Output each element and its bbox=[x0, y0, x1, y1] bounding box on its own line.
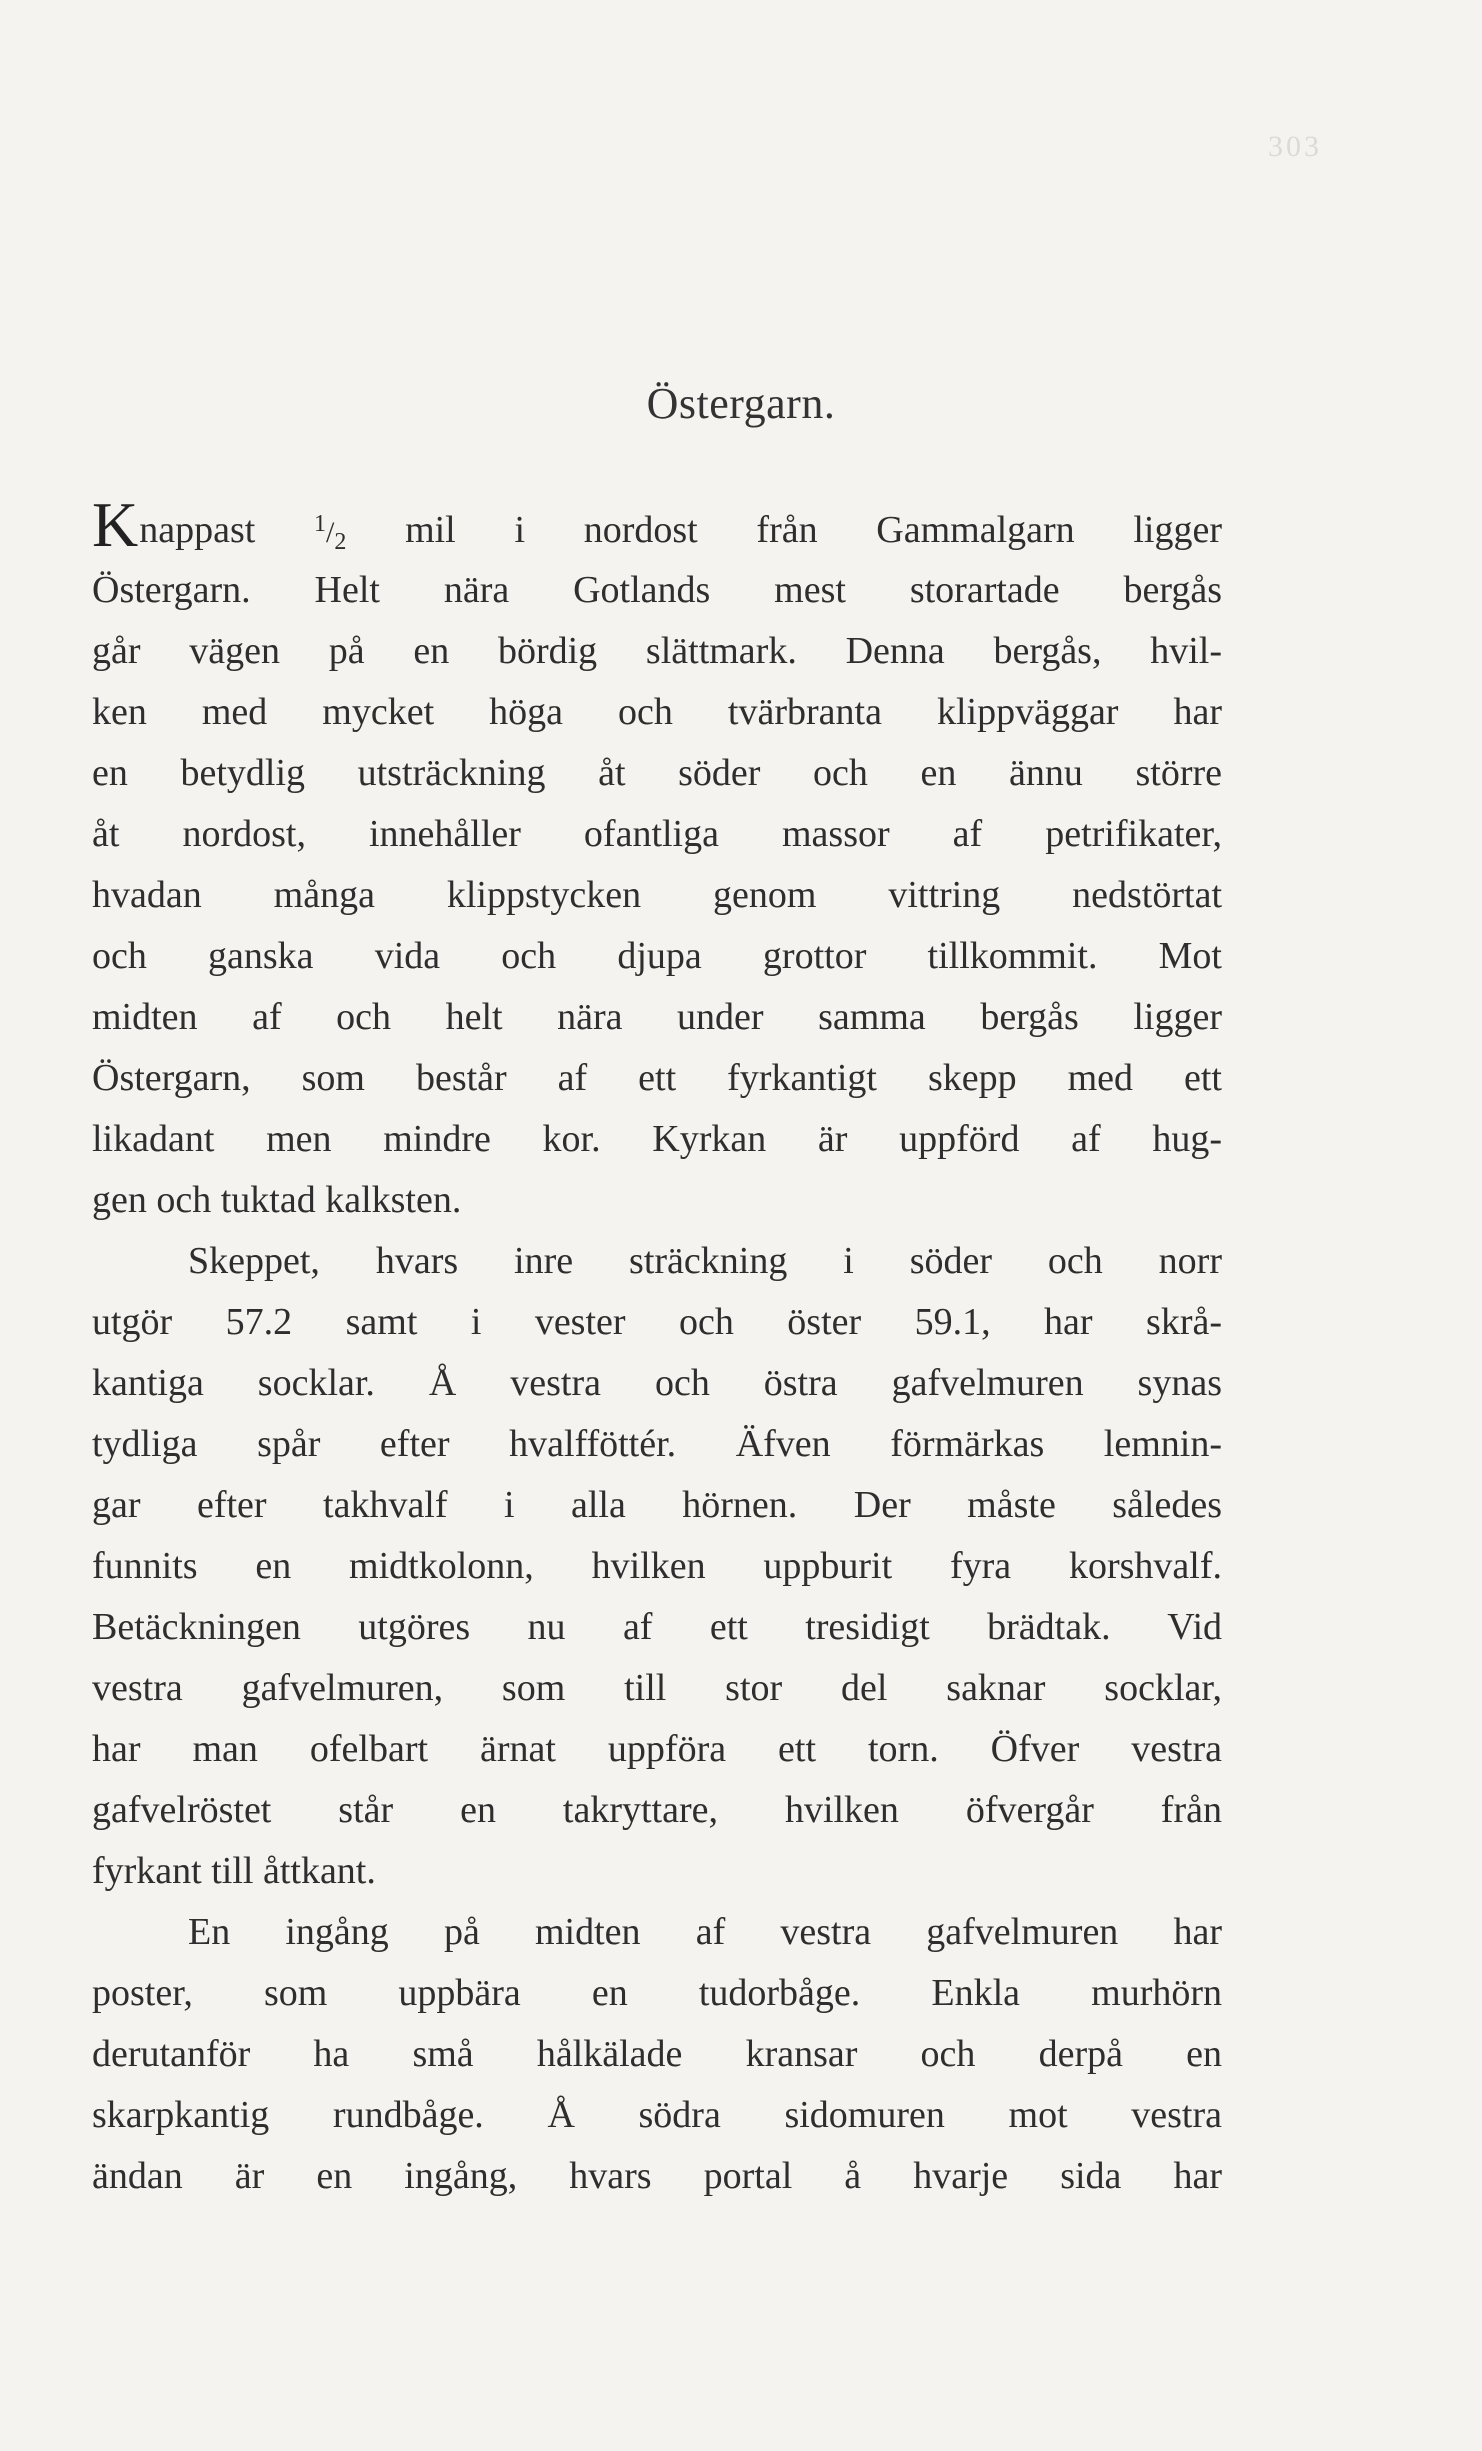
body-text bbox=[92, 488, 1222, 2207]
text-line: hvadan många klippstycken genom vittring nedstörtat bbox=[92, 874, 1222, 916]
text-line: poster, som uppbära en tudorbåge. Enkla murhörn bbox=[92, 1972, 1222, 2014]
text-line: derutanför ha små hålkälade kransar och derpå en bbox=[92, 2033, 1222, 2075]
text-line: En ingång på midten af vestra gafvelmuren har bbox=[188, 1911, 1222, 1953]
text-line: har man ofelbart ärnat uppföra ett torn. Öfver vestra bbox=[92, 1728, 1222, 1770]
page-title: Östergarn. bbox=[646, 379, 836, 428]
text-line: gen och tuktad kalksten. bbox=[92, 1179, 462, 1221]
fraction-numerator: 1 bbox=[314, 511, 327, 537]
text-line: gafvelröstet står en takryttare, hvilken öfvergår från bbox=[92, 1789, 1222, 1831]
text-line: en betydlig utsträckning åt söder och en ännu större bbox=[92, 752, 1222, 794]
faint-page-number: 303 bbox=[1268, 130, 1322, 163]
text-line: Östergarn, som består af ett fyrkantigt skepp med ett bbox=[92, 1057, 1222, 1099]
text-line-1 bbox=[92, 488, 1222, 560]
first-line-start: nappast bbox=[139, 509, 315, 551]
text-line: åt nordost, innehåller ofantliga massor af petrifikater, bbox=[92, 813, 1222, 855]
text-line: vestra gafvelmuren, som till stor del saknar socklar, bbox=[92, 1667, 1222, 1709]
text-line: kantiga socklar. Å vestra och östra gafvelmuren synas bbox=[92, 1362, 1222, 1404]
drop-cap: K bbox=[92, 489, 139, 560]
text-line: och ganska vida och djupa grottor tillkommit. Mot bbox=[92, 935, 1222, 977]
text-line: fyrkant till åttkant. bbox=[92, 1850, 376, 1892]
fraction-separator: / bbox=[326, 516, 335, 549]
text-line: utgör 57.2 samt i vester och öster 59.1, har skrå- bbox=[92, 1301, 1222, 1343]
text-line: Östergarn. Helt nära Gotlands mest storartade bergås bbox=[92, 569, 1222, 611]
text-line: ändan är en ingång, hvars portal å hvarje sida har bbox=[92, 2155, 1222, 2197]
text-line: funnits en midtkolonn, hvilken uppburit fyra korshvalf. bbox=[92, 1545, 1222, 1587]
text-line: tydliga spår efter hvalfföttér. Äfven förmärkas lemnin- bbox=[92, 1423, 1222, 1465]
text-line: Betäckningen utgöres nu af ett tresidigt brädtak. Vid bbox=[92, 1606, 1222, 1648]
text-line: Skeppet, hvars inre sträckning i söder och norr bbox=[188, 1240, 1222, 1282]
text-line: gar efter takhvalf i alla hörnen. Der måste således bbox=[92, 1484, 1222, 1526]
text-line: ken med mycket höga och tvärbranta klippväggar har bbox=[92, 691, 1222, 733]
fraction-denominator: 2 bbox=[334, 529, 347, 555]
first-line-end: mil i nordost från Gammalgarn ligger bbox=[346, 509, 1223, 551]
text-line: skarpkantig rundbåge. Å södra sidomuren mot vestra bbox=[92, 2094, 1222, 2136]
text-line: går vägen på en bördig slättmark. Denna bergås, hvil- bbox=[92, 630, 1222, 672]
text-line: midten af och helt nära under samma bergås ligger bbox=[92, 996, 1222, 1038]
text-line: likadant men mindre kor. Kyrkan är uppförd af hug- bbox=[92, 1118, 1222, 1160]
fraction-half bbox=[314, 511, 347, 555]
